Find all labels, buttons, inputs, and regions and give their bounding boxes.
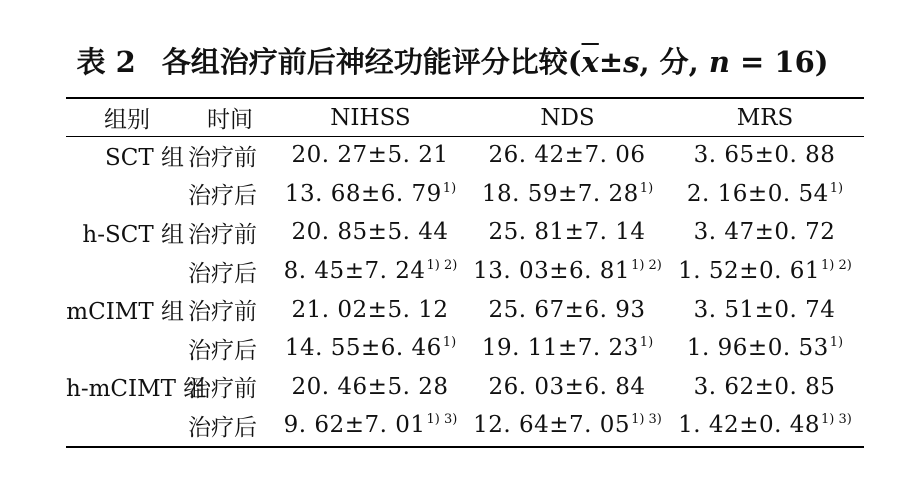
nds-cell bbox=[469, 213, 666, 252]
table-row bbox=[66, 406, 864, 445]
nds-cell bbox=[469, 136, 666, 175]
mrs-cell bbox=[666, 136, 864, 175]
nihss-value: 20. 46±5. 28 bbox=[291, 373, 449, 400]
mrs-value: 3. 47±0. 72 bbox=[693, 219, 836, 246]
bottom-rule bbox=[66, 446, 864, 448]
time-cell: 治疗前 bbox=[188, 221, 257, 248]
nihss-footnote: 1) 3) bbox=[426, 412, 458, 428]
nds-value: 18. 59±7. 28 bbox=[481, 180, 639, 207]
time-cell: 治疗前 bbox=[188, 376, 257, 403]
time-cell: 治疗前 bbox=[188, 299, 257, 326]
stat-unit: , 分, bbox=[639, 45, 709, 79]
nds-value: 12. 64±7. 05 bbox=[473, 412, 631, 439]
stat-n-value: = 16) bbox=[729, 45, 829, 79]
nds-value: 26. 42±7. 06 bbox=[488, 142, 646, 169]
nihss-footnote: 1) bbox=[442, 335, 457, 351]
nds-footnote: 1) 2) bbox=[631, 258, 662, 274]
mrs-value: 3. 51±0. 74 bbox=[693, 296, 836, 323]
table-caption bbox=[0, 42, 905, 82]
group-cell bbox=[66, 175, 188, 214]
nihss-cell bbox=[272, 252, 469, 291]
table-row bbox=[66, 136, 864, 175]
time-cell: 治疗前 bbox=[188, 144, 257, 171]
mrs-footnote: 1) 3) bbox=[821, 412, 852, 428]
nds-value: 25. 81±7. 14 bbox=[488, 219, 646, 246]
table-row bbox=[66, 252, 864, 291]
nds-value: 19. 11±7. 23 bbox=[481, 335, 639, 362]
mrs-value: 1. 42±0. 48 bbox=[678, 412, 820, 439]
nihss-value: 14. 55±6. 46 bbox=[284, 335, 442, 362]
nds-cell bbox=[469, 252, 666, 291]
nihss-cell bbox=[272, 175, 469, 214]
stat-mean-symbol: $\overline{x}$ bbox=[581, 45, 599, 79]
time-cell: 治疗后 bbox=[188, 260, 257, 287]
mrs-value: 1. 96±0. 53 bbox=[686, 335, 829, 362]
header-row bbox=[66, 99, 864, 136]
table-row bbox=[66, 290, 864, 329]
nds-value: 25. 67±6. 93 bbox=[488, 296, 646, 323]
mrs-footnote: 1) bbox=[829, 335, 844, 351]
nihss-value: 9. 62±7. 01 bbox=[283, 412, 426, 439]
group-cell: h-SCT 组 bbox=[82, 221, 184, 248]
nihss-value: 20. 27±5. 21 bbox=[291, 142, 449, 169]
mrs-value: 2. 16±0. 54 bbox=[686, 180, 829, 207]
nihss-footnote: 1) 2) bbox=[426, 258, 458, 274]
header-mrs: MRS bbox=[736, 104, 794, 131]
nihss-cell bbox=[272, 213, 469, 252]
table-label: 表 2 bbox=[76, 45, 136, 79]
mrs-cell bbox=[666, 213, 864, 252]
time-cell: 治疗后 bbox=[188, 337, 257, 364]
table-body bbox=[66, 136, 864, 445]
mrs-footnote: 1) 2) bbox=[821, 258, 852, 274]
table-header bbox=[66, 99, 864, 136]
nds-cell bbox=[469, 368, 666, 407]
time-cell: 治疗后 bbox=[188, 183, 257, 210]
nihss-cell bbox=[272, 329, 469, 368]
group-cell bbox=[66, 329, 188, 368]
mrs-cell bbox=[666, 175, 864, 214]
nds-cell bbox=[469, 329, 666, 368]
nihss-cell bbox=[272, 368, 469, 407]
stat-n-symbol: n bbox=[708, 45, 730, 79]
group-cell: mCIMT 组 bbox=[66, 299, 184, 326]
table-row bbox=[66, 329, 864, 368]
nds-value: 13. 03±6. 81 bbox=[473, 258, 631, 285]
nds-cell bbox=[469, 290, 666, 329]
mrs-cell bbox=[666, 368, 864, 407]
table-row bbox=[66, 213, 864, 252]
time-cell: 治疗后 bbox=[188, 414, 257, 441]
nihss-value: 13. 68±6. 79 bbox=[284, 180, 442, 207]
mrs-cell bbox=[666, 252, 864, 291]
score-table bbox=[66, 99, 864, 445]
mrs-cell bbox=[666, 406, 864, 445]
header-time: 时间 bbox=[207, 107, 253, 133]
mrs-footnote: 1) bbox=[829, 180, 844, 196]
mrs-value: 3. 65±0. 88 bbox=[693, 142, 836, 169]
header-group: 组别 bbox=[104, 107, 150, 133]
nds-cell bbox=[469, 175, 666, 214]
table-row bbox=[66, 368, 864, 407]
table-row bbox=[66, 175, 864, 214]
nihss-footnote: 1) bbox=[442, 180, 457, 196]
nihss-cell bbox=[272, 136, 469, 175]
mrs-cell bbox=[666, 290, 864, 329]
group-cell bbox=[66, 406, 188, 445]
nds-footnote: 1) 3) bbox=[631, 412, 662, 428]
nihss-value: 21. 02±5. 12 bbox=[291, 296, 449, 323]
nihss-value: 20. 85±5. 44 bbox=[291, 219, 449, 246]
nds-footnote: 1) bbox=[639, 180, 654, 196]
group-cell: SCT 组 bbox=[104, 144, 184, 171]
stat-plusminus: ± bbox=[598, 45, 624, 79]
mrs-cell bbox=[666, 329, 864, 368]
mrs-value: 3. 62±0. 85 bbox=[693, 373, 836, 400]
mrs-value: 1. 52±0. 61 bbox=[678, 258, 820, 285]
group-cell: h-mCIMT 组 bbox=[66, 376, 207, 403]
nds-footnote: 1) bbox=[639, 335, 654, 351]
stat-open: ( bbox=[567, 45, 582, 79]
nihss-cell bbox=[272, 406, 469, 445]
nihss-cell bbox=[272, 290, 469, 329]
nds-cell bbox=[469, 406, 666, 445]
stat-sd-symbol: s bbox=[623, 45, 640, 79]
nds-value: 26. 03±6. 84 bbox=[488, 373, 646, 400]
group-cell bbox=[66, 252, 188, 291]
nihss-value: 8. 45±7. 24 bbox=[283, 258, 426, 285]
table-title: 各组治疗前后神经功能评分比较 bbox=[161, 45, 568, 79]
header-nihss: NIHSS bbox=[330, 104, 411, 131]
header-nds: NDS bbox=[540, 104, 595, 131]
